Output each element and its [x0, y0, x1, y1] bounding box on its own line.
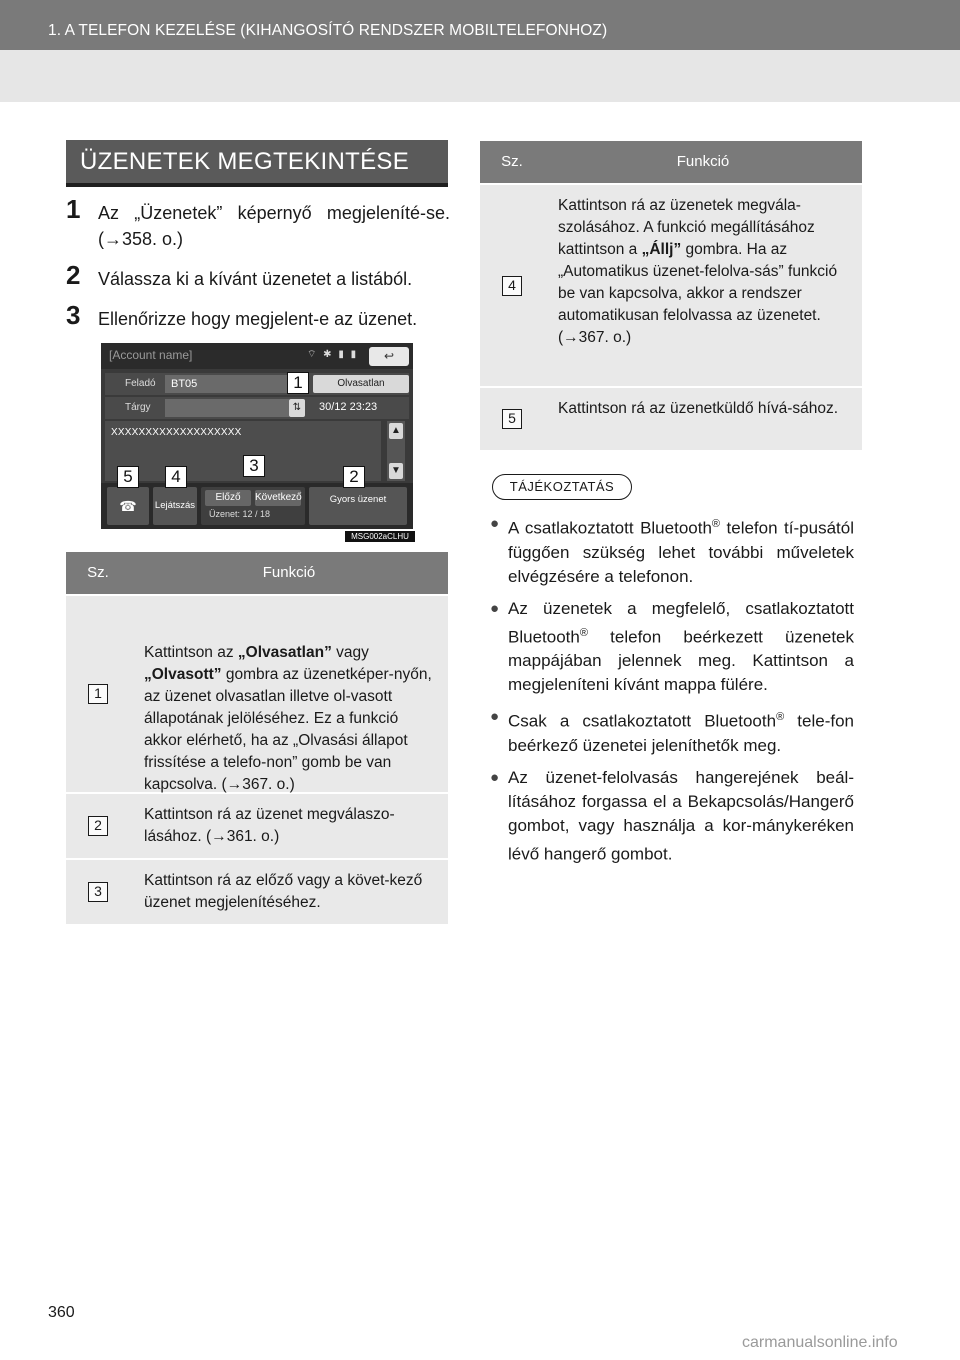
image-code: MSG002aCLHU	[345, 531, 415, 542]
callout-2: 2	[343, 466, 365, 488]
subject-row	[105, 397, 409, 419]
row-text: Kattintson rá az előző vagy a követ-kező üzenet megjelenítéséhez.	[144, 872, 423, 911]
steps-list	[66, 194, 450, 346]
row-number: 1	[88, 684, 108, 704]
bullet-icon: ●	[490, 515, 500, 532]
step-text: Válassza ki a kívánt üzenetet a listából.	[98, 269, 413, 289]
step-number: 1	[66, 194, 81, 224]
table-header	[66, 552, 448, 594]
prev-button[interactable]: Előző	[205, 490, 251, 506]
subject-label: Tárgy	[125, 402, 151, 413]
row-text: Kattintson az „Olvasatlan” vagy „Olvasott” gombra az üzenetképer-nyőn, az üzenet olvasatlan illetve ol-vasott állapotának jelöléséhez. Ez a funkció akkor elérhető, ha az „Olvasási állapot frissítése a telefo-non” gomb be van kapcsolva. (→367. o.)	[144, 644, 432, 793]
col-function-header: Funkció	[676, 153, 730, 170]
col-number-header: Sz.	[501, 153, 523, 170]
from-label: Feladó	[125, 378, 156, 389]
row-number: 5	[502, 409, 522, 429]
col-function-header: Funkció	[262, 564, 316, 581]
page-number: 360	[48, 1304, 75, 1321]
callout-3: 3	[243, 455, 265, 477]
step-item	[66, 300, 450, 332]
info-item: ● A csatlakoztatott Bluetooth® telefon tí-pusától függően szükség lehet további műveletek elvégzésére a telefonon.	[490, 512, 854, 589]
callout-4: 4	[165, 466, 187, 488]
account-name: [Account name]	[109, 348, 193, 362]
step-item	[66, 260, 450, 292]
quick-reply-button[interactable]: Gyors üzenet	[309, 487, 407, 525]
from-row	[105, 373, 409, 395]
info-badge: TÁJÉKOZTATÁS	[492, 474, 632, 500]
step-number: 2	[66, 260, 81, 290]
info-item: ● Az üzenetek a megfelelő, csatlakoztatott Bluetooth® telefon beérkezett üzenetek mappájában jelennek meg. Kattintson a megjeleníteni kívánt mappa fülére.	[490, 598, 854, 695]
table-row	[66, 792, 448, 858]
scroll-up-icon[interactable]: ▲	[389, 423, 403, 439]
prev-next-group	[201, 487, 305, 525]
step-number: 3	[66, 300, 81, 330]
table-row	[480, 183, 862, 386]
table-row	[66, 858, 448, 924]
step-item	[66, 194, 450, 252]
row-text: Kattintson rá az üzenet megválaszo-lásához. (→361. o.)	[144, 806, 395, 845]
table-header	[480, 141, 862, 183]
attachment-icon[interactable]: ⇅	[289, 399, 305, 417]
header-bar	[0, 0, 960, 50]
row-number: 3	[88, 882, 108, 902]
back-button[interactable]	[369, 347, 409, 366]
header-subbar	[0, 50, 960, 102]
callout-5: 5	[117, 466, 139, 488]
row-text: Kattintson rá az üzenetek megvála-szolásához. A funkció megállításához kattintson a „Állj” gombra. Ha az „Automatikus üzenet-felolva-sás” funkció be van kapcsolva, akkor a rendszer automatikusan felolvassa az üzenetet. (→367. o.)	[558, 197, 838, 346]
table-row	[480, 386, 862, 450]
subject-value	[165, 399, 289, 417]
watermark: carmanualsonline.info	[742, 1334, 898, 1351]
bullet-icon: ●	[490, 708, 500, 726]
row-number: 2	[88, 816, 108, 836]
message-text: XXXXXXXXXXXXXXXXXXX	[111, 427, 242, 438]
message-counter: Üzenet: 12 / 18	[209, 509, 271, 519]
next-button[interactable]: Következő	[255, 490, 301, 506]
from-value: BT05	[165, 375, 289, 393]
row-text: Kattintson rá az üzenetküldő hívá-sához.	[558, 400, 839, 417]
phone-icon: ☎	[119, 498, 137, 514]
chapter-title: 1. A TELEFON KEZELÉSE (KIHANGOSÍTÓ RENDSZER MOBILTELEFONHOZ)	[48, 22, 608, 39]
table-row	[66, 594, 448, 792]
message-screen-screenshot	[101, 343, 413, 529]
col-number-header: Sz.	[87, 564, 109, 581]
info-list	[490, 512, 854, 875]
bottom-bar	[101, 483, 413, 529]
step-text: Ellenőrizze hogy megjelent-e az üzenet.	[98, 309, 418, 329]
scrollbar[interactable]	[387, 421, 405, 481]
function-table-left	[66, 552, 448, 924]
bullet-icon: ●	[490, 768, 500, 786]
callout-1: 1	[287, 372, 309, 394]
back-arrow-icon: ↩	[383, 349, 395, 363]
bullet-icon: ●	[490, 599, 500, 617]
step-text: Az „Üzenetek” képernyő megjeleníté-se. (→358. o.)	[98, 203, 450, 249]
info-item: ● Az üzenet-felolvasás hangerejének beál-lításához forgassa el a Bekapcsolás/Hangerő gombot, vagy használja a kor-mánykeréken lévő hangerő gombot.	[490, 767, 854, 864]
call-sender-button[interactable]	[107, 487, 149, 525]
scroll-down-icon[interactable]: ▼	[389, 463, 403, 479]
play-button[interactable]: Lejátszás	[153, 487, 197, 525]
screen-title-bar	[101, 343, 413, 369]
info-item: ● Csak a csatlakoztatott Bluetooth® tele-fon beérkező üzenetei jeleníthetők meg.	[490, 705, 854, 758]
status-icons: ⌔ ✱ ▮ ▮	[307, 349, 359, 360]
row-number: 4	[502, 276, 522, 296]
function-table-right	[480, 141, 862, 450]
message-date: 30/12 23:23	[319, 401, 378, 413]
section-title: ÜZENETEK MEGTEKINTÉSE	[66, 140, 448, 187]
unread-button[interactable]: Olvasatlan	[313, 375, 409, 393]
